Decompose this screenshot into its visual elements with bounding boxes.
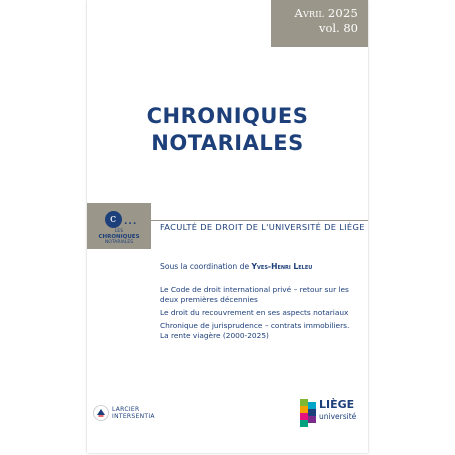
series-logo-circle-icon — [105, 211, 122, 228]
series-logo-dots: ... — [124, 217, 138, 227]
issue-volume: vol. 80 — [318, 21, 358, 35]
issue-date: Avril 2025 — [294, 6, 358, 20]
series-logo-line-3: NOTARIALES — [104, 240, 134, 245]
title-line-2: NOTARIALES — [151, 131, 304, 155]
coordination-author: Yves-Henri Leleu — [251, 262, 313, 271]
publisher-logo — [93, 404, 165, 424]
series-logo-line-1: LES — [114, 229, 124, 234]
book-cover — [87, 0, 368, 453]
publisher-line-1: LARCIER — [112, 406, 140, 413]
issue-box — [271, 0, 368, 47]
university-sub: université — [319, 412, 357, 421]
contents-item: Le Code de droit international privé – retour sur les deux premières décennies — [160, 285, 349, 304]
cover-title — [87, 103, 368, 157]
coordination-prefix: Sous la coordination de — [160, 262, 252, 271]
university-name: LIÈGE — [319, 398, 355, 411]
larcier-intersentia-icon — [93, 405, 109, 421]
faculty-divider — [151, 220, 368, 221]
coordination — [160, 262, 312, 271]
contents-item: Chronique de jurisprudence – contrats immobiliers. La rente viagère (2000-2025) — [160, 321, 350, 340]
contents-list — [160, 285, 360, 344]
title-line-1: CHRONIQUES — [146, 104, 309, 128]
faculty-name: FACULTÉ DE DROIT DE L'UNIVERSITÉ DE LIÈGE — [160, 222, 365, 232]
contents-item: Le droit du recouvrement en ses aspects notariaux — [160, 308, 349, 317]
series-logo — [87, 205, 151, 249]
publisher-line-2: INTERSENTIA — [112, 413, 155, 420]
publisher-name — [112, 406, 155, 420]
uliege-mark-icon — [300, 399, 316, 427]
uliege-logo — [300, 397, 368, 437]
series-logo-line-2: CHRONIQUES — [98, 233, 140, 240]
series-logo-text — [87, 229, 151, 246]
series-logo-initial: c — [110, 212, 117, 225]
